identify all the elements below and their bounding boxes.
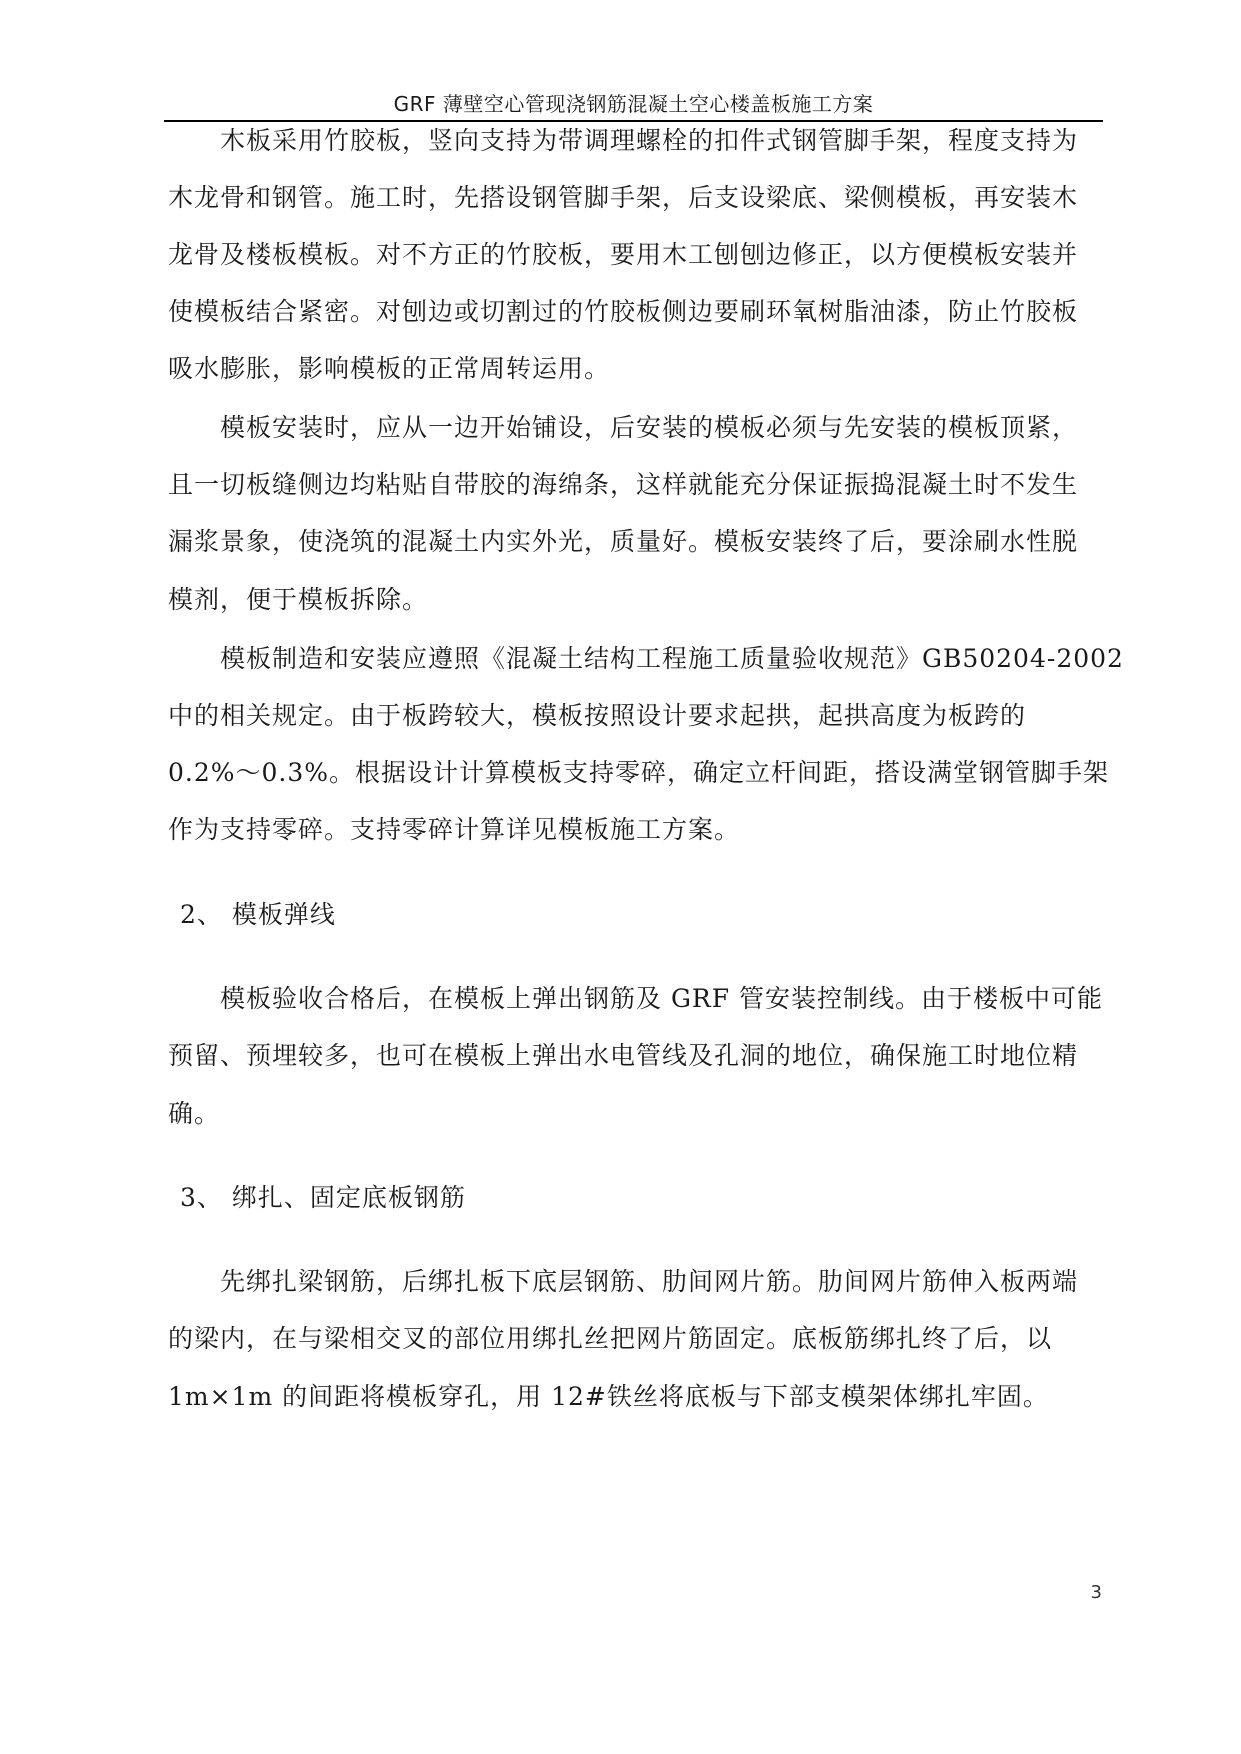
text-line: 木龙骨和钢管。施工时，先搭设钢管脚手架，后支设梁底、梁侧模板，再安装木	[168, 183, 1079, 212]
text-line: 吸水膨胀，影响模板的正常周转运用。	[168, 354, 611, 383]
text-line: 模剂，便于模板拆除。	[168, 585, 429, 614]
text-line: 0.2%～0.3%。根据设计计算模板支持零碎，确定立杆间距，搭设满堂钢管脚手架	[168, 758, 1110, 787]
section-heading: 2、 模板弹线	[180, 900, 336, 929]
text-line: 作为支持零碎。支持零碎计算详见模板施工方案。	[168, 815, 741, 844]
text-line: 模板制造和安装应遵照《混凝土结构工程施工质量验收规范》GB50204-2002	[220, 644, 1124, 673]
text-line: 确。	[168, 1099, 221, 1128]
text-line: 木板采用竹胶板，竖向支持为带调理螺栓的扣件式钢管脚手架，程度支持为	[220, 126, 1079, 155]
text-line: 使模板结合紧密。对刨边或切割过的竹胶板侧边要刷环氧树脂油漆，防止竹胶板	[168, 297, 1079, 326]
text-line: 模板验收合格后，在模板上弹出钢筋及 GRF 管安装控制线。由于楼板中可能	[220, 984, 1104, 1013]
text-line: 预留、预埋较多，也可在模板上弹出水电管线及孔洞的地位，确保施工时地位精	[168, 1041, 1079, 1070]
section-heading: 3、 绑扎、固定底板钢筋	[180, 1183, 466, 1212]
text-line: 中的相关规定。由于板跨较大，模板按照设计要求起拱，起拱高度为板跨的	[168, 701, 1027, 730]
text-line: 模板安装时，应从一边开始铺设，后安装的模板必须与先安装的模板顶紧，	[220, 413, 1079, 442]
text-line: 龙骨及楼板模板。对不方正的竹胶板，要用木工刨刨边修正，以方便模板安装并	[168, 240, 1079, 269]
document-title: GRF 薄壁空心管现浇钢筋混凝土空心楼盖板施工方案	[393, 92, 874, 116]
text-line: 先绑扎梁钢筋，后绑扎板下底层钢筋、肋间网片筋。肋间网片筋伸入板两端	[220, 1267, 1079, 1296]
text-line: 1m×1m 的间距将模板穿孔，用 12#铁丝将底板与下部支模架体绑扎牢固。	[168, 1382, 1049, 1411]
text-line: 且一切板缝侧边均粘贴自带胶的海绵条，这样就能充分保证振捣混凝土时不发生	[168, 470, 1079, 499]
text-line: 漏浆景象，使浇筑的混凝土内实外光，质量好。模板安装终了后，要涂刷水性脱	[168, 527, 1079, 556]
page-header	[164, 84, 1103, 122]
page-number: 3	[1090, 1582, 1102, 1603]
text-line: 的梁内，在与梁相交叉的部位用绑扎丝把网片筋固定。底板筋绑扎终了后，以	[168, 1324, 1053, 1353]
